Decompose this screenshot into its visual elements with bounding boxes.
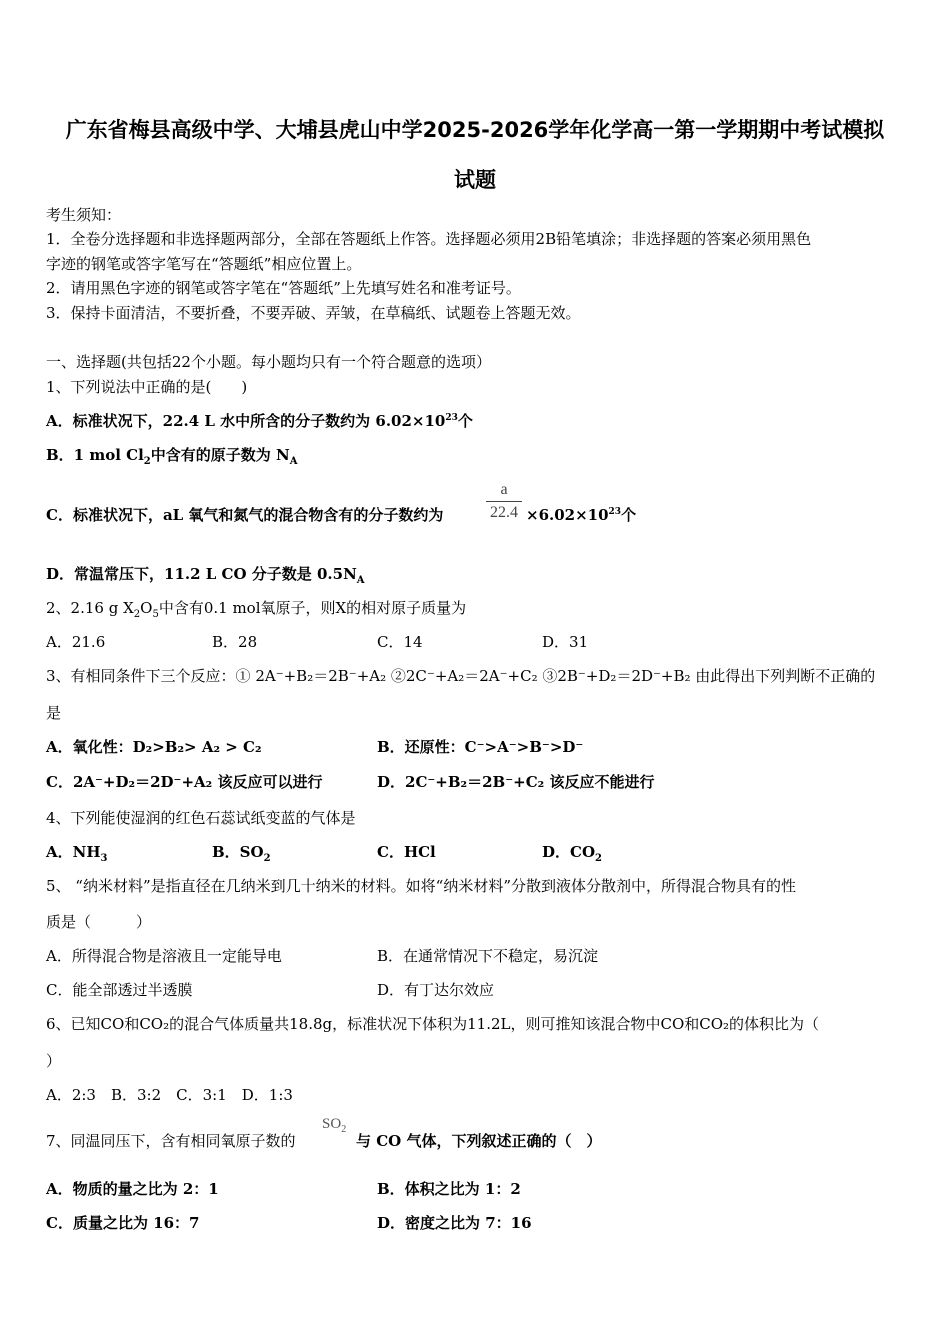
- question-3-option-c: C．2A⁻+D₂＝2D⁻+A₂ 该反应可以进行: [46, 773, 323, 791]
- question-3-stem-cont: 是: [46, 704, 62, 722]
- question-5-stem: 5、 “纳米材料”是指直径在几纳米到几十纳米的材料。如将“纳米材料”分散到液体分散剂中，所得混合物具有的性: [46, 877, 796, 895]
- question-7-option-c: C．质量之比为 16：7: [46, 1214, 200, 1232]
- question-1-option-c: C．标准状况下，aL 氧气和氮气的混合物含有的分子数约为: [46, 506, 444, 524]
- fraction-a-over-22-4: a 22.4: [486, 480, 522, 523]
- question-7-stem-start: 7、同温同压下，含有相同氧原子数的: [46, 1132, 296, 1150]
- question-6-stem: 6、已知CO和CO₂的混合气体质量共18.8g，标准状况下体积为11.2L，则可推知该混合物中CO和CO₂的体积比为（: [46, 1015, 820, 1033]
- question-1-option-a: A．标准状况下，22.4 L 水中所含的分子数约为 $6.02\times 10^{23}$个: [46, 412, 473, 430]
- question-7-option-b: B．体积之比为 1：2: [377, 1180, 521, 1198]
- question-2-option-d: D．31: [542, 633, 589, 651]
- question-3-option-b: B．还原性：C⁻>A⁻>B⁻>D⁻: [377, 738, 584, 756]
- question-5-option-a: A．所得混合物是溶液且一定能导电: [46, 947, 282, 965]
- question-1-option-d: D．常温常压下，11.2 L CO 分子数是 $0.5N_A$: [46, 565, 365, 586]
- question-6-stem-cont: ）: [46, 1052, 62, 1070]
- question-1-option-b: B．1 mol $Cl_2$中含有的原子数为 $N_A$: [46, 446, 298, 467]
- section-heading: 一、选择题(共包括22个小题。每小题均只有一个符合题意的选项）: [46, 353, 491, 371]
- question-2-option-c: C．14: [377, 633, 423, 651]
- question-2-option-a: A．21.6: [46, 633, 106, 651]
- note-1b: 字迹的钢笔或答字笔写在“答题纸”相应位置上。: [46, 255, 362, 273]
- question-4-option-d: D．$CO_2$: [542, 843, 602, 864]
- question-7-option-d: D．密度之比为 7：16: [377, 1214, 532, 1232]
- question-5-option-d: D．有丁达尔效应: [377, 981, 495, 999]
- note-2: 2．请用黑色字迹的钢笔或答字笔在“答题纸”上先填写姓名和准考证号。: [46, 279, 521, 297]
- question-4-option-a: A．$NH_3$: [46, 843, 108, 864]
- document-title-line2: 试题: [454, 168, 496, 192]
- document-title-line1: 广东省梅县高级中学、大埔县虎山中学2025-2026学年化学高一第一学期期中考试模拟: [65, 118, 885, 142]
- question-1-option-c-tail: $\times 6.02\times 10^{23}$个: [526, 506, 637, 524]
- question-6-options: A．2:3 B．3:2 C．3:1 D．1:3: [46, 1086, 293, 1104]
- question-4-option-b: B．$SO_2$: [212, 843, 271, 864]
- question-3-stem: 3、有相同条件下三个反应：① 2A⁻+B₂＝2B⁻+A₂ ②2C⁻+A₂＝2A⁻+C₂ ③2B⁻+D₂＝2D⁻+B₂ 由此得出下列判断不正确的: [46, 667, 876, 685]
- question-2-stem: 2、2.16 g $X_2O_5$中含有0.1 mol氧原子，则X的相对原子质量为: [46, 599, 467, 620]
- question-5-option-c: C．能全部透过半透膜: [46, 981, 193, 999]
- question-5-stem-cont: 质是（ ）: [46, 913, 152, 931]
- note-3: 3．保持卡面清洁，不要折叠，不要弄破、弄皱，在草稿纸、试题卷上答题无效。: [46, 304, 581, 322]
- question-1-stem: 1、下列说法中正确的是( ): [46, 378, 248, 396]
- question-4-stem: 4、下列能使湿润的红色石蕊试纸变蓝的气体是: [46, 809, 356, 827]
- question-2-option-b: B．28: [212, 633, 258, 651]
- notes-heading: 考生须知：: [46, 206, 122, 224]
- question-3-option-d: D．2C⁻+B₂＝2B⁻+C₂ 该反应不能进行: [377, 773, 655, 791]
- question-7-option-a: A．物质的量之比为 2：1: [46, 1180, 219, 1198]
- question-4-option-c: C．HCl: [377, 843, 436, 861]
- so2-formula: $SO_2$: [322, 1116, 347, 1135]
- note-1a: 1．全卷分选择题和非选择题两部分，全部在答题纸上作答。选择题必须用2B铅笔填涂；非选择题的答案必须用黑色: [46, 230, 812, 248]
- question-5-option-b: B．在通常情况下不稳定，易沉淀: [377, 947, 599, 965]
- question-3-option-a: A．氧化性：D₂>B₂> A₂ > C₂: [46, 738, 262, 756]
- question-7-stem-end: 与 CO 气体，下列叙述正确的（ ）: [356, 1132, 602, 1150]
